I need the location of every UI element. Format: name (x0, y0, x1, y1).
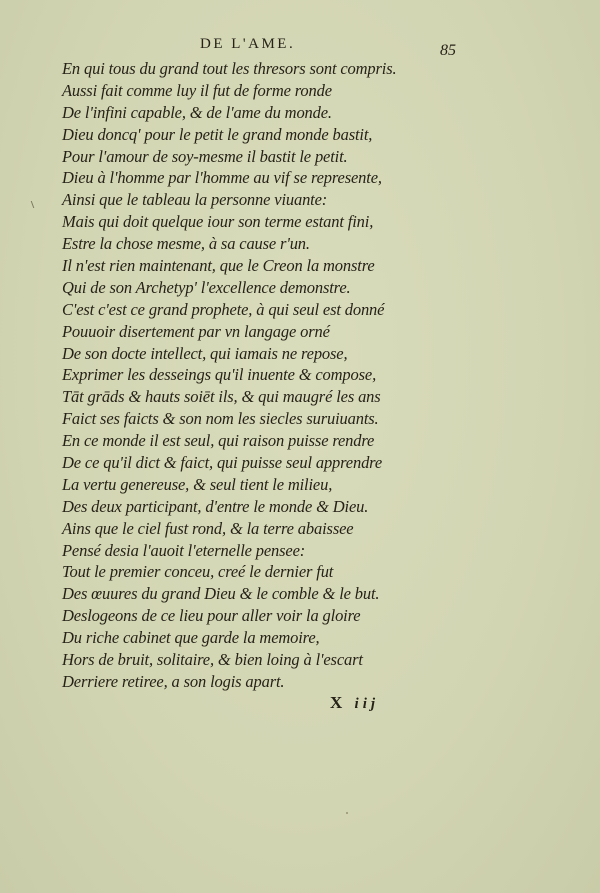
signature-letter: X (330, 693, 347, 712)
signature-mark (330, 693, 379, 713)
verse-line: Derriere retiree, a son logis apart. (62, 671, 285, 691)
verse-line: De l'infini capable, & de l'ame du monde. (62, 102, 332, 122)
verse-line: Pensé desia l'auoit l'eternelle pensee: (62, 540, 306, 560)
verse-line: Tout le premier conceu, creé le dernier fut (62, 562, 334, 582)
verse-text (62, 58, 402, 693)
verse-line: Deslogeons de ce lieu pour aller voir la gloire (62, 606, 361, 626)
verse-line: Pour l'amour de soy-mesme il bastit le petit. (62, 146, 348, 166)
verse-line: Tāt grāds & hauts soiēt ils, & qui maugré les ans (62, 387, 381, 407)
verse-line: Faict ses faicts & son nom les siecles suruiuants. (62, 409, 379, 429)
verse-line: Mais qui doit quelque iour son terme estant fini, (62, 212, 374, 232)
verse-line: Exprimer les desseings qu'il inuente & compose, (62, 365, 377, 385)
verse-line: La vertu genereuse, & seul tient le milieu, (62, 474, 333, 494)
verse-line: En ce monde il est seul, qui raison puisse rendre (62, 431, 375, 451)
margin-mark (31, 201, 38, 208)
verse-line: En qui tous du grand tout les thresors sont compris. (62, 59, 397, 78)
verse-line: Qui de son Archetyp' l'excellence demonstre. (62, 277, 351, 297)
verse-line: Il n'est rien maintenant, que le Creon la monstre (62, 256, 375, 276)
verse-line: De ce qu'il dict & faict, qui puisse seul apprendre (62, 453, 383, 473)
verse-line: Des deux participant, d'entre le monde & Dieu. (62, 496, 369, 516)
verse-line: Aussi fait comme luy il fut de forme ronde (62, 80, 332, 100)
verse-line: C'est c'est ce grand prophete, à qui seul est donné (62, 299, 385, 319)
verse-line: Ainsi que le tableau la personne viuante: (62, 190, 328, 210)
verse-line: Du riche cabinet que garde la memoire, (62, 628, 320, 648)
paper-speck (346, 812, 348, 814)
verse-line: Des œuures du grand Dieu & le comble & le but. (62, 584, 380, 604)
verse-line: Dieu à l'homme par l'homme au vif se represente, (62, 168, 382, 188)
running-title: DE L'AME. (200, 36, 296, 52)
verse-line: De son docte intellect, qui iamais ne repose, (62, 343, 348, 363)
page-number: 85 (440, 42, 456, 59)
verse-line: Pouuoir disertement par vn langage orné (62, 321, 330, 341)
verse-line: Hors de bruit, solitaire, & bien loing à l'escart (62, 650, 363, 670)
signature-numeral: iij (354, 696, 380, 712)
verse-line: Estre la chose mesme, à sa cause r'un. (62, 234, 310, 254)
verse-line: Ains que le ciel fust rond, & la terre abaissee (62, 518, 354, 538)
verse-line: Dieu doncq' pour le petit le grand monde bastit, (62, 124, 373, 144)
